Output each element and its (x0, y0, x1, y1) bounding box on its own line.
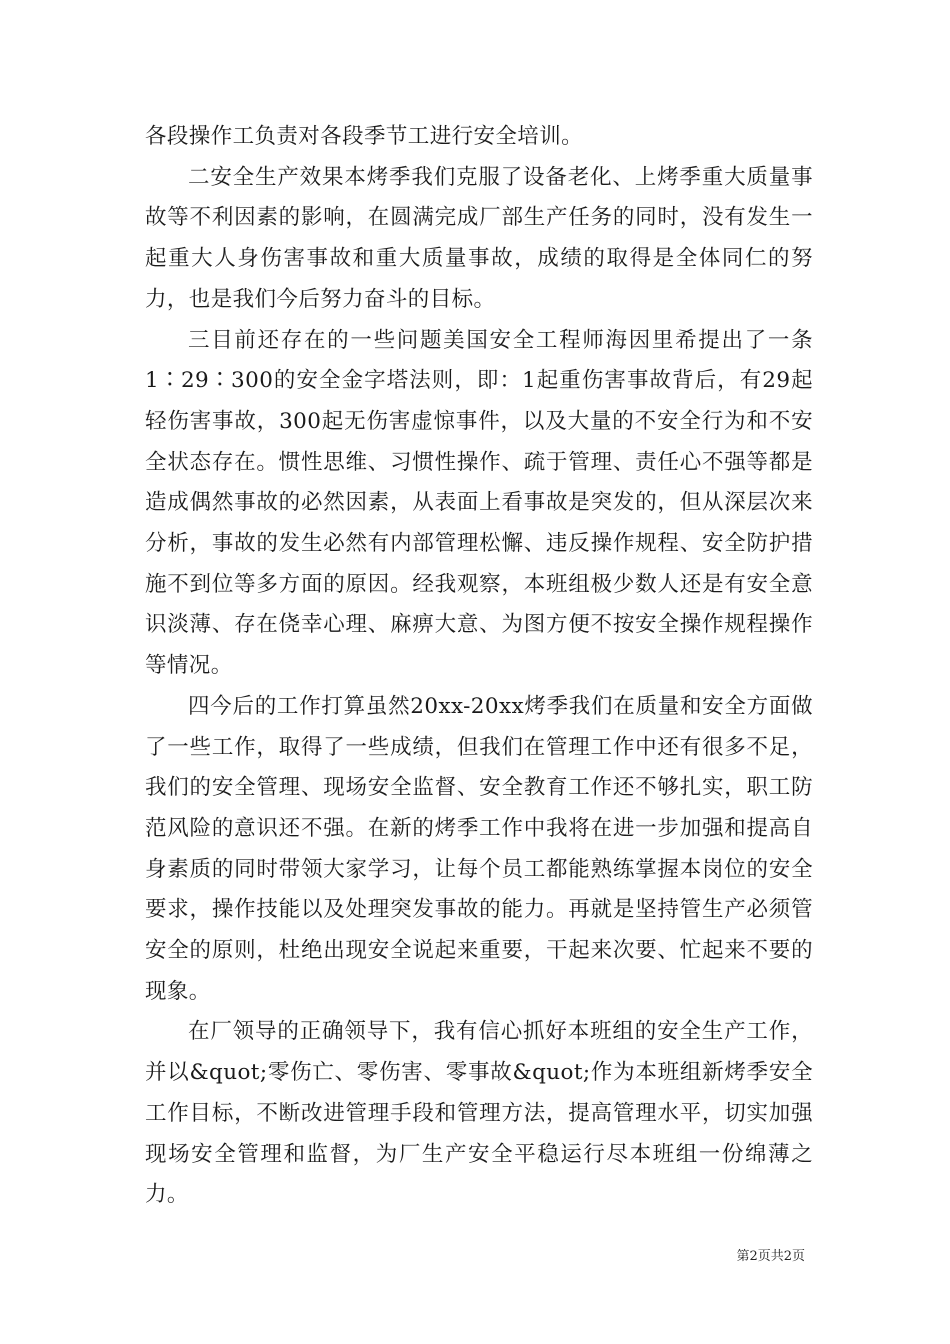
page-number: 第2页共2页 (736, 1249, 805, 1264)
paragraph-continuation: 各段操作工负责对各段季节工进行安全培训。 (145, 124, 584, 149)
paragraph-safety-results: 二安全生产效果本烤季我们克服了设备老化、上烤季重大质量事故等不利因素的影响，在圆满完成厂部生产任务的同时，没有发生一起重大人身伤害事故和重大质量事故，成绩的取得是全体同仁的努力，也是我们今后努力奋斗的目标。 (145, 164, 813, 312)
paragraph-existing-problems: 三目前还存在的一些问题美国安全工程师海因里希提出了一条1∶29∶300的安全金字塔法则，即：1起重伤害事故背后，有29起轻伤害事故，300起无伤害虚惊事件，以及大量的不安全行为和不安全状态存在。惯性思维、习惯性操作、疏于管理、责任心不强等都是造成偶然事故的必然因素，从表面上看事故是突发的，但从深层次来分析，事故的发生必然有内部管理松懈、违反操作规程、安全防护措施不到位等多方面的原因。经我观察，本班组极少数人还是有安全意识淡薄、存在侥幸心理、麻痹大意、为图方便不按安全操作规程操作等情况。 (145, 327, 813, 679)
document-body (145, 117, 813, 1216)
paragraph-future-plans: 四今后的工作打算虽然20xx-20xx烤季我们在质量和安全方面做了一些工作，取得了一些成绩，但我们在管理工作中还有很多不足，我们的安全管理、现场安全监督、安全教育工作还不够扎实，职工防范风险的意识还不强。在新的烤季工作中我将在进一步加强和提高自身素质的同时带领大家学习，让每个员工都能熟练掌握本岗位的安全要求，操作技能以及处理突发事故的能力。再就是坚持管生产必须管安全的原则，杜绝出现安全说起来重要，干起来次要、忙起来不要的现象。 (145, 693, 813, 1004)
paragraph-conclusion: 在厂领导的正确领导下，我有信心抓好本班组的安全生产工作，并以&quot;零伤亡、零伤害、零事故&quot;作为本班组新烤季安全工作目标，不断改进管理手段和管理方法，提高管理水平，切实加强现场安全管理和监督，为厂生产安全平稳运行尽本班组一份绵薄之力。 (145, 1019, 813, 1208)
